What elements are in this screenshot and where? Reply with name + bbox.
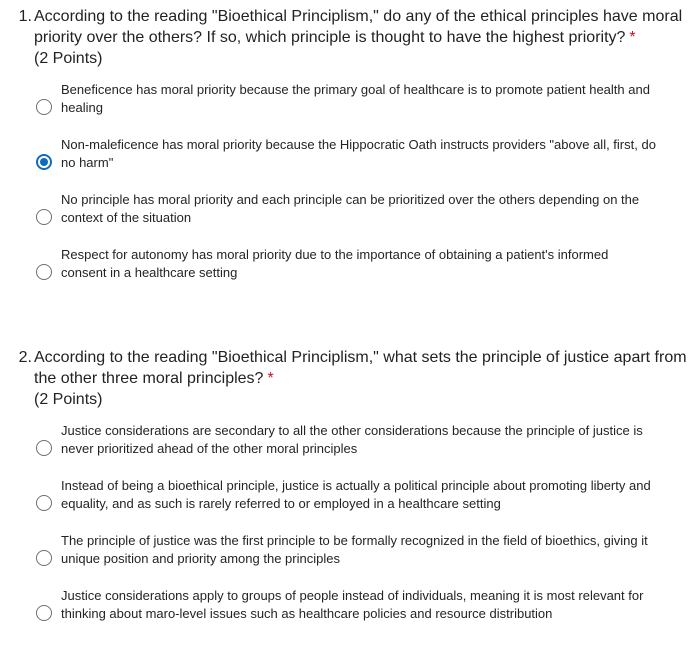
- question-body: [34, 6, 700, 69]
- option-label[interactable]: The principle of justice was the first principle to be formally recognized in the field of bioethics, giving it unique position and priority among the principles: [61, 533, 648, 566]
- option-q1-1[interactable]: [0, 82, 700, 121]
- question-2: [0, 347, 700, 646]
- options-list: [0, 423, 700, 627]
- option-q2-3[interactable]: [0, 533, 700, 572]
- question-number: 1.: [18, 8, 32, 25]
- radio-button[interactable]: [36, 605, 52, 621]
- option-label[interactable]: Justice considerations are secondary to all the other considerations because the principle of justice is never prioritized ahead of the other moral principles: [61, 423, 643, 456]
- radio-button[interactable]: [36, 264, 52, 280]
- radio-button[interactable]: [36, 550, 52, 566]
- question-points: (2 Points): [34, 50, 103, 67]
- radio-button[interactable]: [36, 99, 52, 115]
- required-asterisk: *: [629, 29, 636, 46]
- question-number: 2.: [18, 349, 32, 366]
- question-body: [34, 347, 700, 410]
- option-q2-4[interactable]: [0, 588, 700, 627]
- question-text: According to the reading "Bioethical Principlism," what sets the principle of justice apart from the other three moral principles?: [34, 349, 687, 387]
- question-text: According to the reading "Bioethical Principlism," do any of the ethical principles have moral priority over the others? If so, which principle is thought to have the highest priority?: [34, 8, 683, 46]
- option-label[interactable]: Respect for autonomy has moral priority due to the importance of obtaining a patient's informed consent in a healthcare setting: [61, 247, 609, 280]
- options-list: [0, 82, 700, 286]
- question-1: [0, 6, 700, 305]
- option-q2-2[interactable]: [0, 478, 700, 517]
- option-label[interactable]: Instead of being a bioethical principle, justice is actually a political principle about promoting liberty and equality, and as such is rarely referred to or employed in a healthcare setting: [61, 478, 651, 511]
- required-asterisk: *: [267, 370, 274, 387]
- option-q1-3[interactable]: [0, 192, 700, 231]
- radio-button[interactable]: [36, 495, 52, 511]
- option-q2-1[interactable]: [0, 423, 700, 462]
- question-points: (2 Points): [34, 391, 103, 408]
- option-label[interactable]: Beneficence has moral priority because the primary goal of healthcare is to promote patient health and healing: [61, 82, 650, 115]
- radio-button[interactable]: [36, 209, 52, 225]
- option-q1-4[interactable]: [0, 247, 700, 286]
- option-label[interactable]: Justice considerations apply to groups of people instead of individuals, meaning it is most relevant for thinking about maro-level issues such as healthcare policies and resource distribution: [61, 588, 644, 621]
- option-label[interactable]: Non-maleficence has moral priority because the Hippocratic Oath instructs providers "above all, first, do no harm": [61, 137, 656, 170]
- radio-button-selected[interactable]: [36, 154, 52, 170]
- radio-button[interactable]: [36, 440, 52, 456]
- option-q1-2[interactable]: [0, 137, 700, 176]
- option-label[interactable]: No principle has moral priority and each principle can be prioritized over the others depending on the context of the situation: [61, 192, 640, 225]
- question-header: [0, 347, 700, 410]
- question-header: [0, 6, 700, 69]
